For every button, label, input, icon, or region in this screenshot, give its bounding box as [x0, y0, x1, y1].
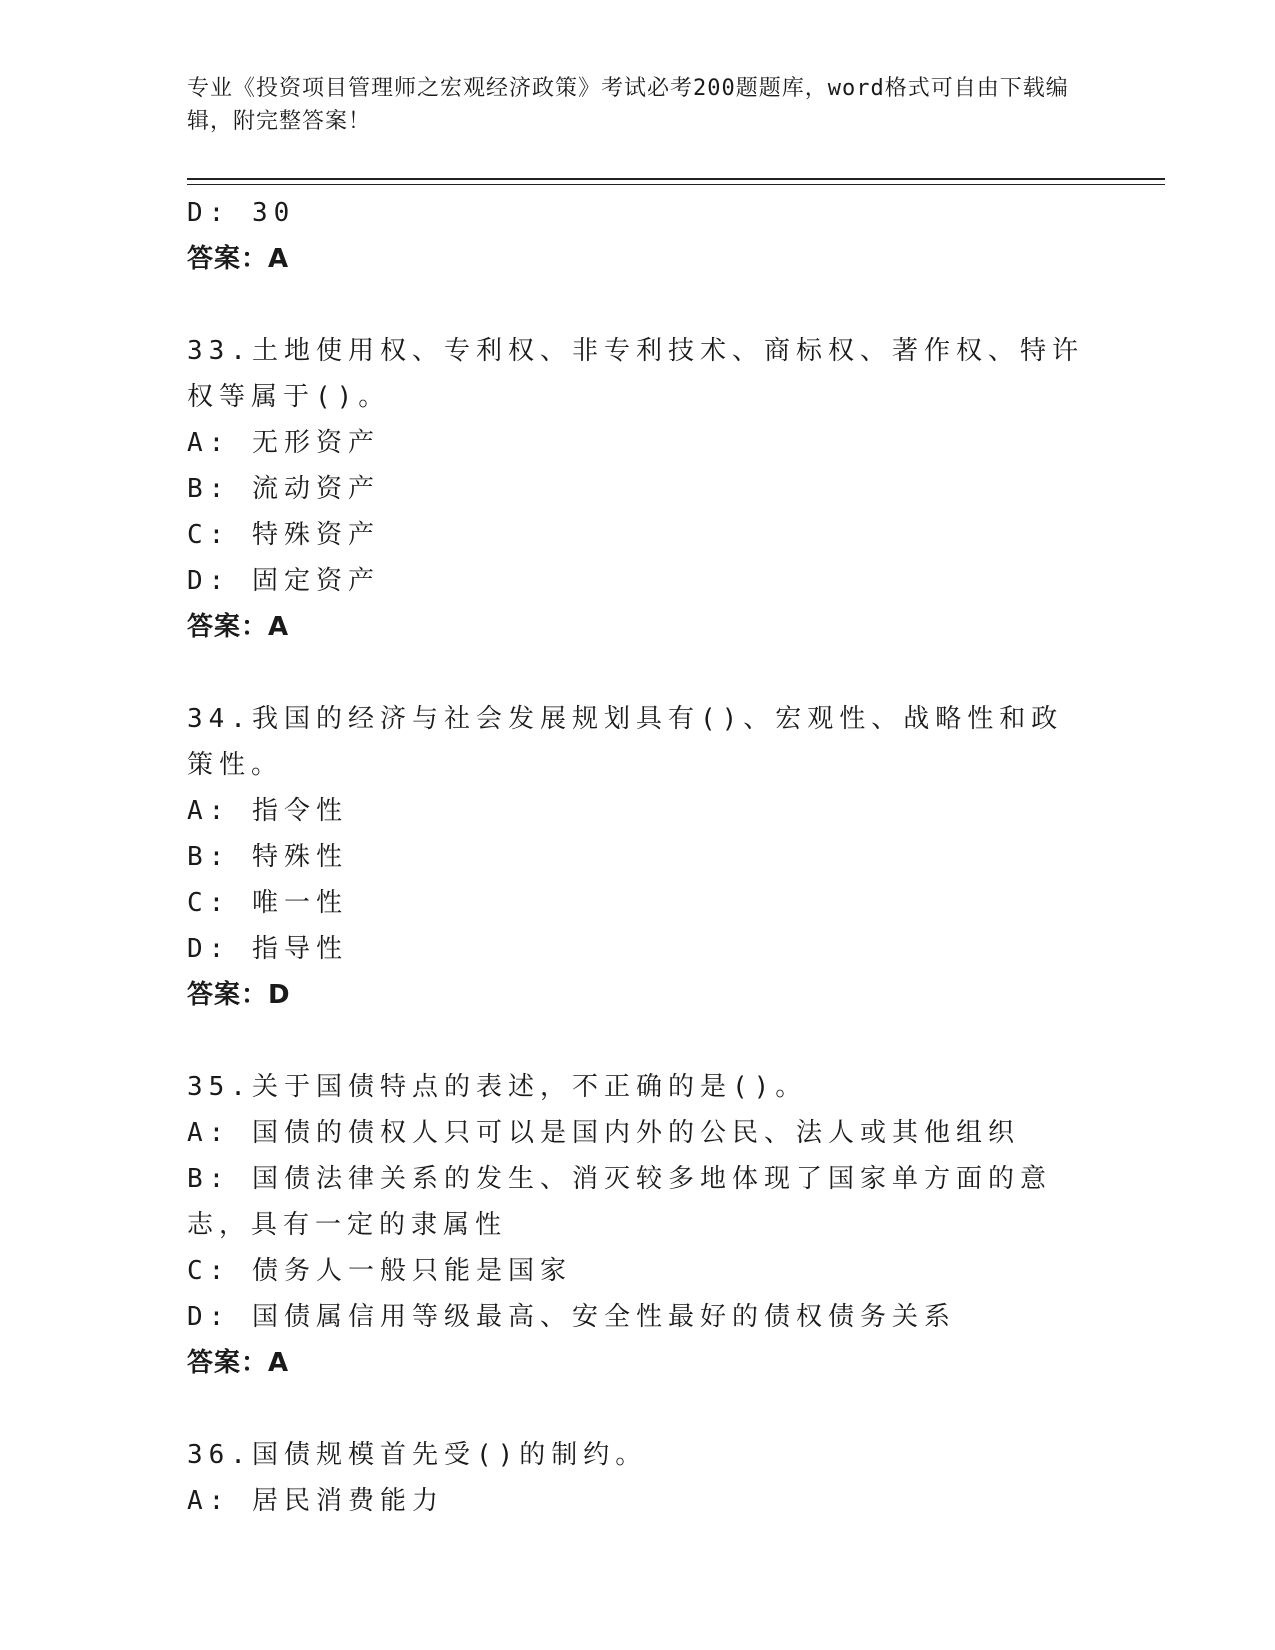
answer-line: 答案：A [187, 612, 290, 642]
spacer [187, 282, 1087, 328]
spacer [187, 1018, 1087, 1064]
page-header: 专业《投资项目管理师之宏观经济政策》考试必考200题题库，word格式可自由下载编辑，附完整答案！ [187, 76, 1069, 134]
option-d: D: 国债属信用等级最高、安全性最好的债权债务关系 [187, 1302, 956, 1332]
option-b: B: 特殊性 [187, 842, 348, 872]
option-d: D: 30 [187, 198, 296, 228]
spacer [187, 1386, 1087, 1432]
option-a: A: 居民消费能力 [187, 1486, 444, 1516]
option-b: B: 国债法律关系的发生、消灭较多地体现了国家单方面的意志，具有一定的隶属性 [187, 1164, 1052, 1240]
answer-line: 答案：A [187, 1348, 290, 1378]
question-stem: 33.土地使用权、专利权、非专利技术、商标权、著作权、特许权等属于()。 [187, 336, 1084, 412]
answer-line: 答案：A [187, 244, 290, 274]
option-c: C: 唯一性 [187, 888, 348, 918]
question-stem: 35.关于国债特点的表述，不正确的是()。 [187, 1072, 808, 1102]
option-a: A: 国债的债权人只可以是国内外的公民、法人或其他组织 [187, 1118, 1020, 1148]
option-d: D: 指导性 [187, 934, 348, 964]
option-b: B: 流动资产 [187, 474, 380, 504]
option-c: C: 债务人一般只能是国家 [187, 1256, 572, 1286]
header-divider-thick [187, 178, 1165, 180]
header-divider-thin [187, 184, 1165, 185]
option-a: A: 无形资产 [187, 428, 380, 458]
question-stem: 34.我国的经济与社会发展规划具有()、宏观性、战略性和政策性。 [187, 704, 1064, 780]
option-a: A: 指令性 [187, 796, 348, 826]
option-d: D: 固定资产 [187, 566, 380, 596]
answer-line: 答案：D [187, 980, 291, 1010]
option-c: C: 特殊资产 [187, 520, 380, 550]
question-content [187, 190, 1087, 1524]
question-stem: 36.国债规模首先受()的制约。 [187, 1440, 648, 1470]
spacer [187, 650, 1087, 696]
